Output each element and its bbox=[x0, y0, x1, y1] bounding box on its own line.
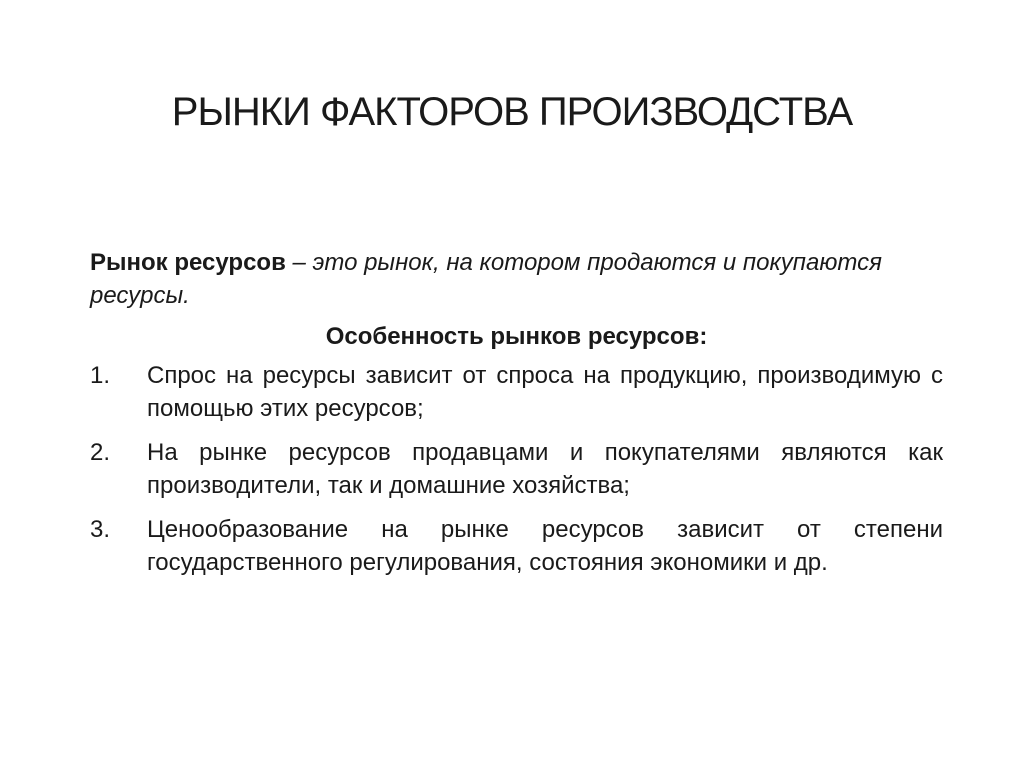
features-heading: Особенность рынков ресурсов: bbox=[325, 323, 708, 350]
list-item-text: Спрос на ресурсы зависит от спроса на продукцию, производимую с помощью этих ресурсов; bbox=[147, 362, 943, 422]
features-list bbox=[90, 359, 943, 579]
definition-paragraph bbox=[90, 246, 943, 312]
list-item-number: 3. bbox=[90, 516, 111, 543]
slide-body bbox=[90, 246, 943, 590]
definition-text: это рынок, на котором продаются и покупаются ресурсы. bbox=[90, 249, 882, 309]
list-item bbox=[90, 359, 943, 425]
list-item-number: 1. bbox=[90, 362, 111, 389]
list-item-number: 2. bbox=[90, 439, 111, 466]
definition-dash: – bbox=[292, 249, 306, 276]
list-item bbox=[90, 436, 943, 502]
list-item-text: На рынке ресурсов продавцами и покупателями являются как производители, так и домашние хозяйства; bbox=[147, 439, 943, 499]
definition-term: Рынок ресурсов bbox=[90, 249, 286, 276]
slide-title: РЫНКИ ФАКТОРОВ ПРОИЗВОДСТВА bbox=[171, 90, 853, 134]
list-item-text: Ценообразование на рынке ресурсов зависит от степени государственного регулирования, состояния экономики и др. bbox=[147, 516, 943, 576]
list-item bbox=[90, 513, 943, 579]
